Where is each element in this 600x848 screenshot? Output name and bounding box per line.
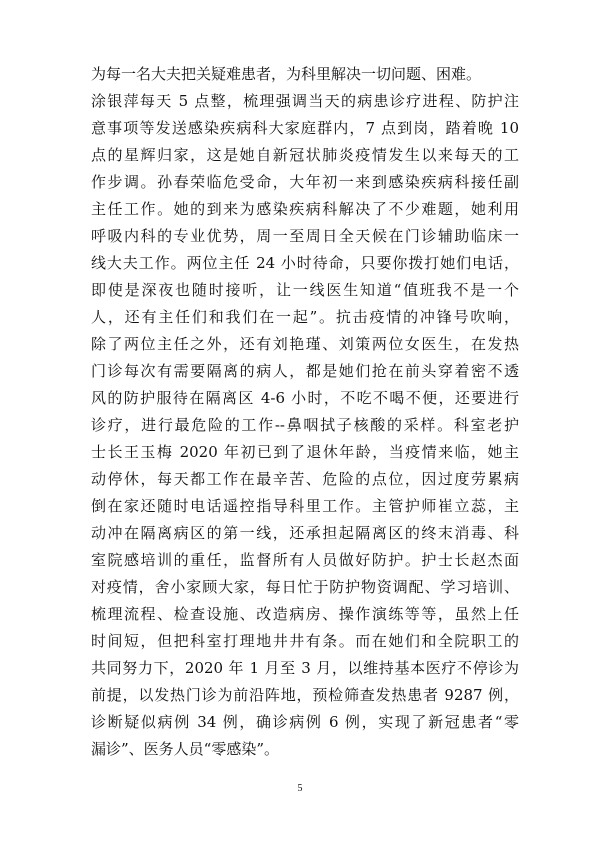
text-line: 线大夫工作。两位主任 24 小时待命，只要你拨打她们电话， [91, 254, 519, 272]
text-line: 风的防护服待在隔离区 4-6 小时，不吃不喝不便，还要进行 [91, 389, 519, 407]
text-line: 意事项等发送感染疾病科大家庭群内，7 点到岗，踏着晚 10 [91, 119, 519, 137]
text-line: 人，还有主任们和我们在一起”。抗击疫情的冲锋号吹响， [91, 308, 519, 326]
text-line: 共同努力下，2020 年 1 月至 3 月，以维持基本医疗不停诊为 [91, 659, 519, 677]
text-line: 士长王玉梅 2020 年初已到了退休年龄，当疫情来临，她主 [91, 443, 519, 461]
text-line: 动冲在隔离病区的第一线，还承担起隔离区的终末消毒、科 [91, 524, 519, 542]
text-line: 漏诊”、医务人员“零感染”。 [91, 740, 280, 758]
text-line: 倒在家还随时电话遥控指导科里工作。主管护师崔立蕊，主 [91, 497, 519, 515]
text-line: 诊断疑似病例 34 例，确诊病例 6 例，实现了新冠患者“零 [91, 713, 519, 731]
text-line: 诊疗，进行最危险的工作--鼻咽拭子核酸的采样。科室老护 [91, 416, 519, 434]
text-line: 时间短，但把科室打理地井井有条。而在她们和全院职工的 [91, 632, 519, 650]
page-number: 5 [297, 783, 303, 794]
text-line: 动停休，每天都工作在最辛苦、危险的点位，因过度劳累病 [91, 470, 519, 488]
text-line: 除了两位主任之外，还有刘艳瑾、刘策两位女医生，在发热 [91, 335, 519, 353]
text-line: 呼吸内科的专业优势，周一至周日全天候在门诊辅助临床一 [91, 227, 519, 245]
text-line: 前提，以发热门诊为前沿阵地，预检筛查发热患者 9287 例， [91, 686, 519, 704]
text-line: 主任工作。她的到来为感染疾病科解决了不少难题，她利用 [91, 200, 519, 218]
text-line: 门诊每次有需要隔离的病人，都是她们抢在前头穿着密不透 [91, 362, 519, 380]
text-line: 涂银萍每天 5 点整，梳理强调当天的病患诊疗进程、防护注 [91, 92, 519, 110]
text-line: 为每一名大夫把关疑难患者，为科里解决一切问题、困难。 [91, 65, 482, 83]
text-line: 作步调。孙春荣临危受命，大年初一来到感染疾病科接任副 [91, 173, 519, 191]
text-line: 即使是深夜也随时接听，让一线医生知道“值班我不是一个 [91, 281, 519, 299]
text-line: 梳理流程、检查设施、改造病房、操作演练等等，虽然上任 [91, 605, 519, 623]
text-line: 对疫情，舍小家顾大家，每日忙于防护物资调配、学习培训、 [91, 578, 519, 596]
text-line: 室院感培训的重任，监督所有人员做好防护。护士长赵杰面 [91, 551, 519, 569]
text-line: 点的星辉归家，这是她自新冠状肺炎疫情发生以来每天的工 [91, 146, 519, 164]
